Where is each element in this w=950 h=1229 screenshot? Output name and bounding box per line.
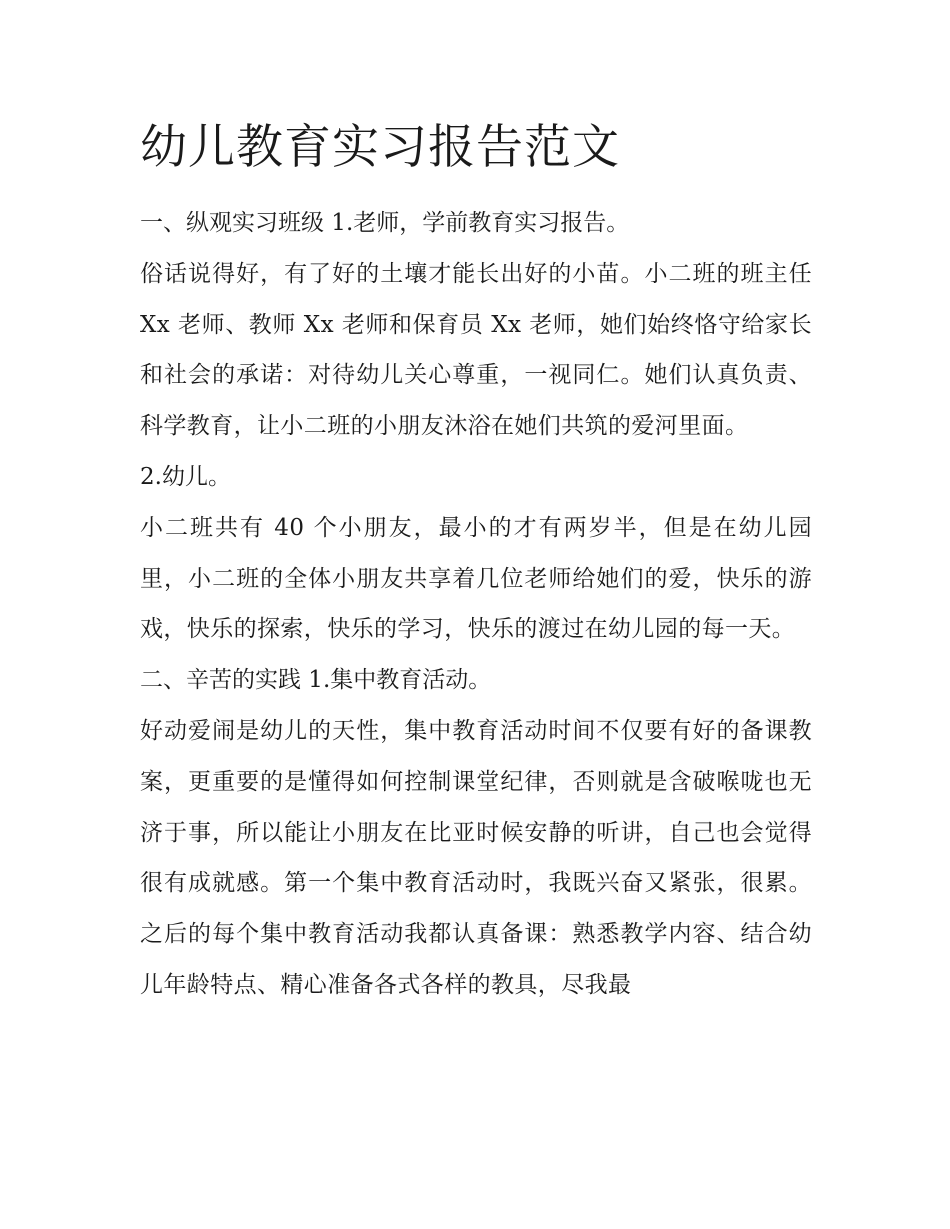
subheading-children: 2.幼儿。 xyxy=(140,463,231,490)
document-title: 幼儿教育实习报告范文 xyxy=(140,120,620,175)
section-heading-2: 二、辛苦的实践 1.集中教育活动。 xyxy=(140,667,492,694)
paragraph-teachers: 俗话说得好，有了好的土壤才能长出好的小苗。小二班的班主任 Xx 老师、教师 Xx 老师和保育员 Xx 老师，她们始终恪守给家长和社会的承诺：对待幼儿关心尊重，一视同仁。她们认真负责、科学教育，让小二班的小朋友沐浴在她们共筑的爱河里面。 xyxy=(140,260,812,440)
paragraph-children: 小二班共有 40 个小朋友，最小的才有两岁半，但是在幼儿园里，小二班的全体小朋友共享着几位老师给她们的爱，快乐的游戏，快乐的探索，快乐的学习，快乐的渡过在幼儿园的每一天。 xyxy=(140,514,812,643)
section-heading-1: 一、纵观实习班级 1.老师，学前教育实习报告。 xyxy=(140,210,630,236)
paragraph-practice: 好动爱闹是幼儿的天性，集中教育活动时间不仅要有好的备课教案，更重要的是懂得如何控制课堂纪律，否则就是含破喉咙也无济于事，所以能让小朋友在比亚时候安静的听讲，自己也会觉得很有成就感。第一个集中教育活动时，我既兴奋又紧张，很累。之后的每个集中教育活动我都认真备课：熟悉教学内容、结合幼儿年龄特点、精心准备各式各样的教具，尽我最 xyxy=(140,717,812,998)
document-page xyxy=(140,112,812,1011)
